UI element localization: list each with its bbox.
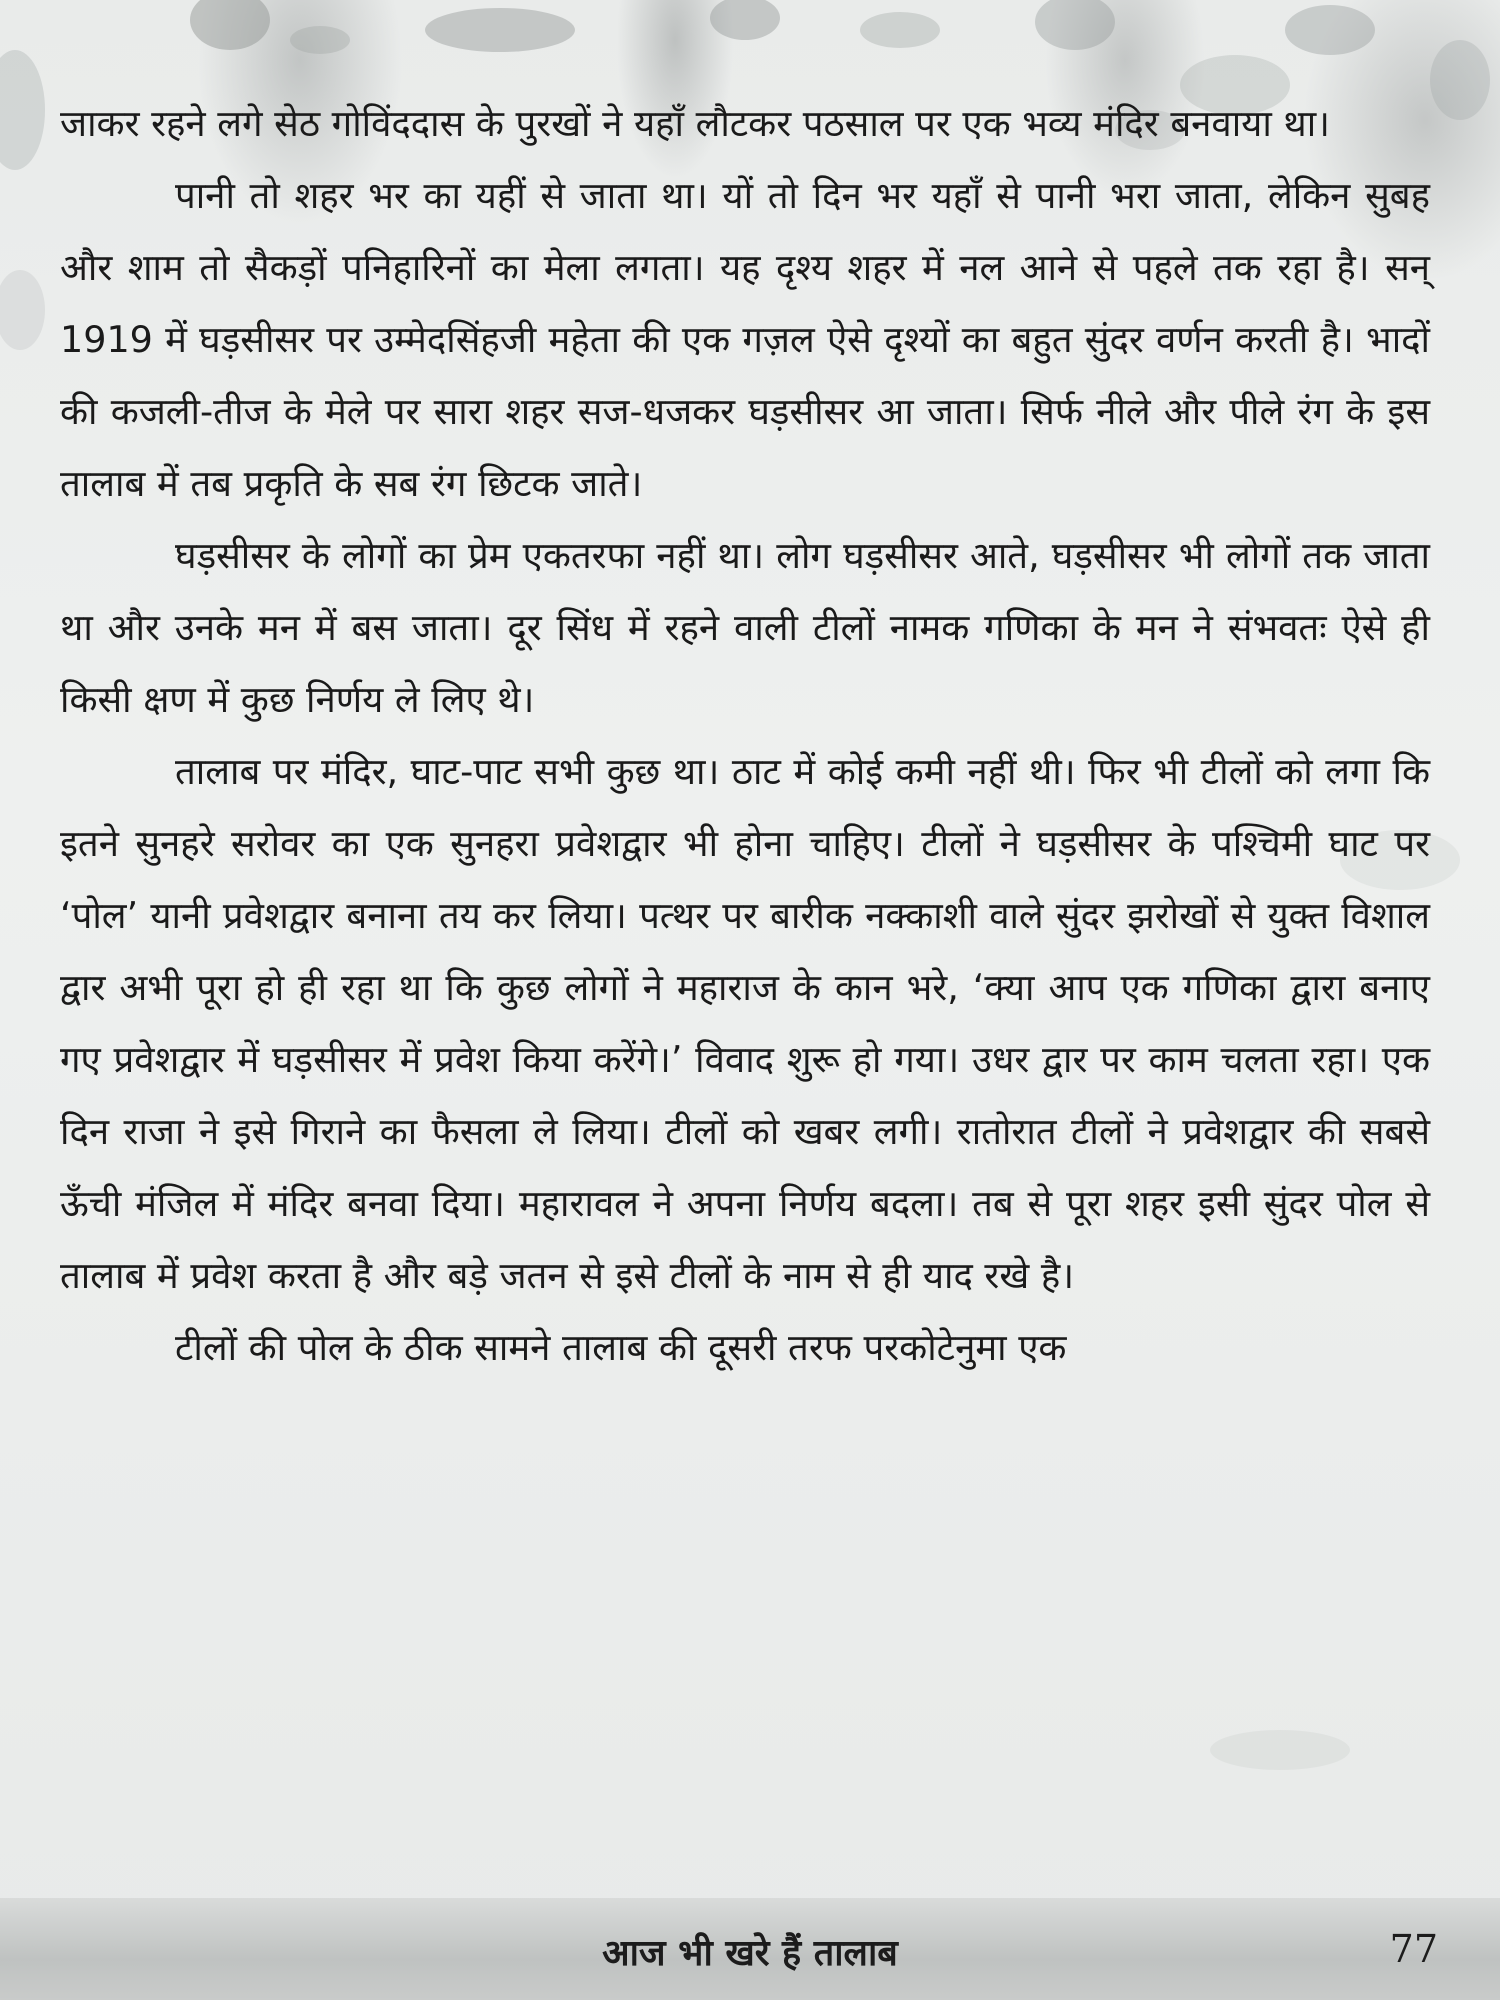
page-number: 77	[1389, 1927, 1438, 1971]
stone-shape	[1285, 5, 1375, 55]
stone-shape	[1210, 1730, 1350, 1770]
stone-shape	[290, 26, 350, 54]
footer-book-title: आज भी खरे हैं तालाब	[602, 1933, 898, 1974]
stone-shape	[425, 8, 575, 52]
stone-shape	[860, 12, 940, 48]
stone-shape	[710, 0, 780, 40]
paragraph: घड़सीसर के लोगों का प्रेम एकतरफा नहीं था। लोग घड़सीसर आते, घड़सीसर भी लोगों तक जाता था और उनके मन में बस जाता। दूर सिंध में रहने वाली टीलों नामक गणिका के मन ने संभवतः ऐसे ही किसी क्षण में कुछ निर्णय ले लिए थे।	[60, 534, 1430, 721]
stone-shape	[0, 270, 45, 350]
stone-shape	[1035, 0, 1115, 50]
paragraph: तालाब पर मंदिर, घाट-पाट सभी कुछ था। ठाट में कोई कमी नहीं थी। फिर भी टीलों को लगा कि इतने सुनहरे सरोवर का एक सुनहरा प्रवेशद्वार भी होना चाहिए। टीलों ने घड़सीसर के पश्चिमी घाट पर ‘पोल’ यानी प्रवेशद्वार बनाना तय कर लिया। पत्थर पर बारीक नक्काशी वाले सुंदर झरोखों से युक्त विशाल द्वार अभी पूरा हो ही रहा था कि कुछ लोगों ने महाराज के कान भरे, ‘क्या आप एक गणिका द्वारा बनाए गए प्रवेशद्वार में घड़सीसर में प्रवेश किया करेंगे।’ विवाद शुरू हो गया। उधर द्वार पर काम चलता रहा। एक दिन राजा ने इसे गिराने का फैसला ले लिया। टीलों को खबर लगी। रातोरात टीलों ने प्रवेशद्वार की सबसे ऊँची मंजिल में मंदिर बनवा दिया। महारावल ने अपना निर्णय बदला। तब से पूरा शहर इसी सुंदर पोल से तालाब में प्रवेश करता है और बड़े जतन से इसे टीलों के नाम से ही याद रखे है।	[60, 750, 1430, 1297]
page-body	[60, 88, 1430, 1384]
stone-shape	[1430, 40, 1490, 120]
paragraph: टीलों की पोल के ठीक सामने तालाब की दूसरी तरफ परकोटेनुमा एक	[175, 1326, 1067, 1369]
stone-shape	[190, 0, 270, 50]
stone-shape	[0, 50, 45, 170]
paragraph: जाकर रहने लगे सेठ गोविंददास के पुरखों ने यहाँ लौटकर पठसाल पर एक भव्य मंदिर बनवाया था।	[60, 102, 1331, 145]
paragraph: पानी तो शहर भर का यहीं से जाता था। यों तो दिन भर यहाँ से पानी भरा जाता, लेकिन सुबह और शाम तो सैकड़ों पनिहारिनों का मेला लगता। यह दृश्य शहर में नल आने से पहले तक रहा है। सन् 1919 में घड़सीसर पर उम्मेदसिंहजी महेता की एक गज़ल ऐसे दृश्यों का बहुत सुंदर वर्णन करती है। भादों की कजली-तीज के मेले पर सारा शहर सज-धजकर घड़सीसर आ जाता। सिर्फ नीले और पीले रंग के इस तालाब में तब प्रकृति के सब रंग छिटक जाते।	[60, 174, 1430, 505]
